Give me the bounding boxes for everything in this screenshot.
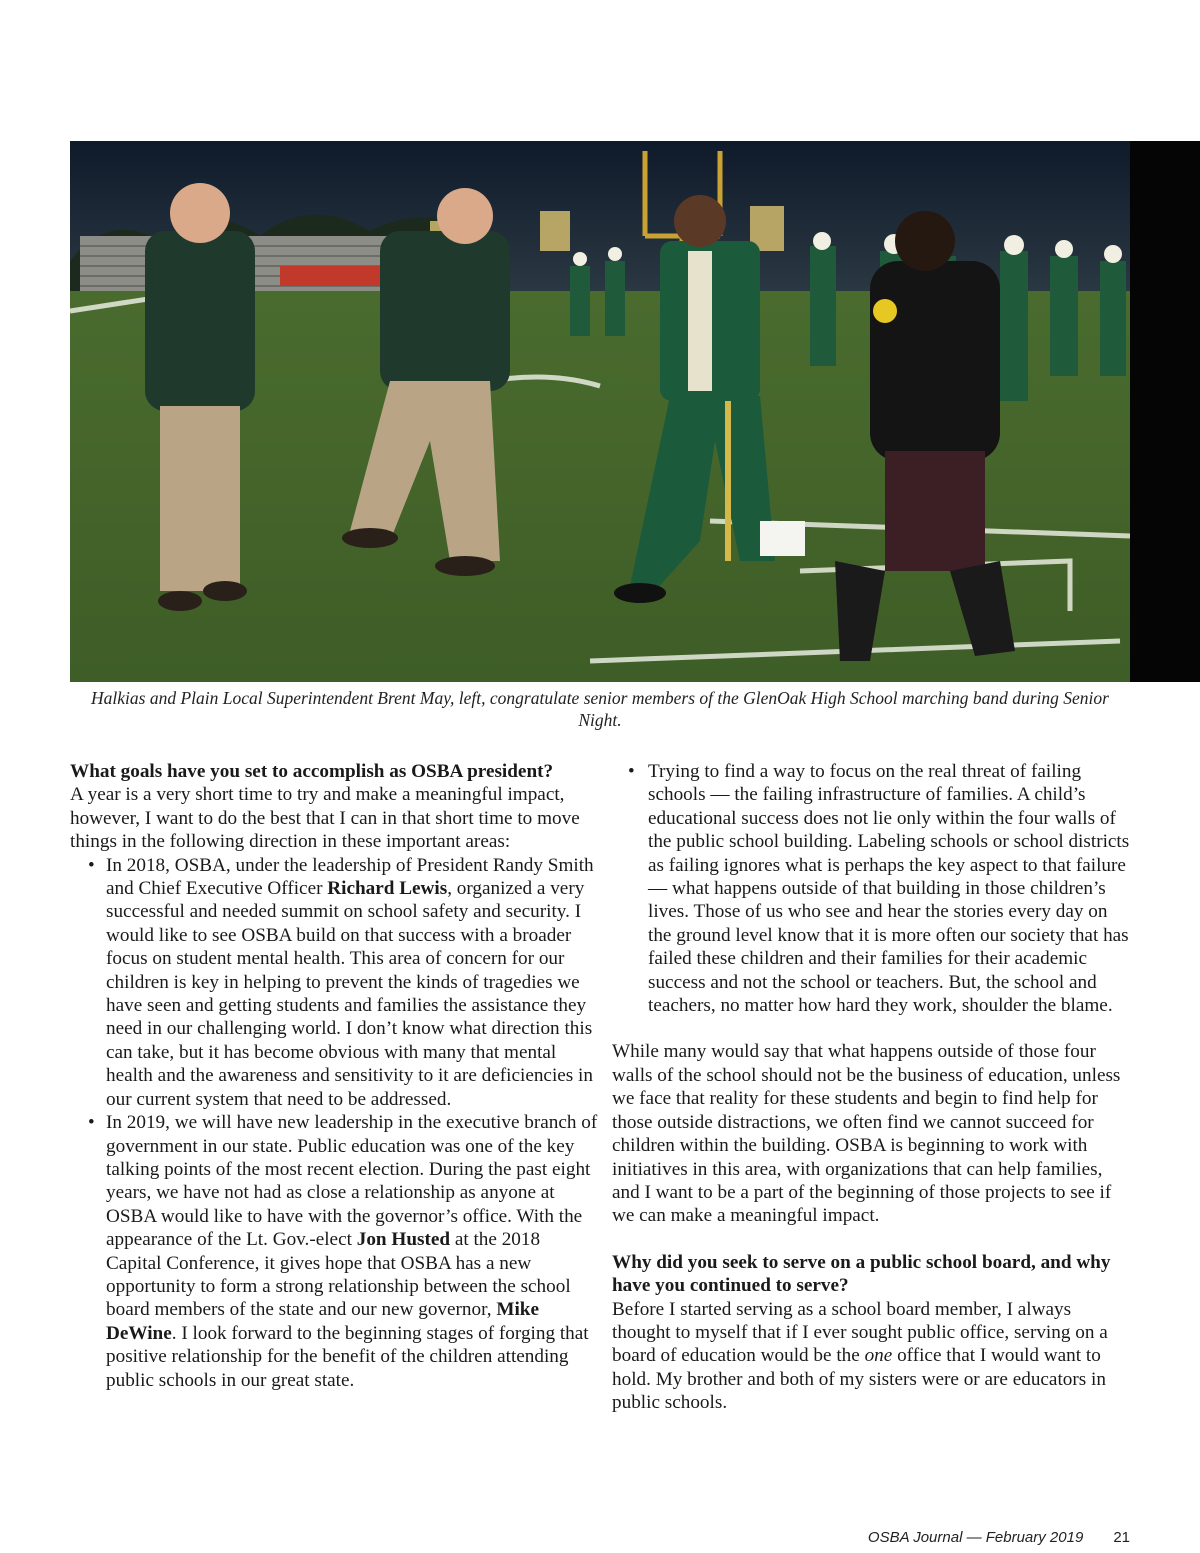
question-goals: What goals have you set to accomplish as OSBA president? [70,761,554,782]
page-footer [820,1529,1130,1546]
person-name: Jon Husted [356,1229,451,1251]
person-name: Richard Lewis [327,878,448,900]
article-photo [70,141,1200,682]
body-paragraph: While many would say that what happens outside of those four walls of the school should not be the business of education, unless we face that reality for these students and begin to find help for those outside distractions, we often find we cannot succeed for children within the building. OSBA is beginning to work with initiatives in this area, with organizations that can help families, and I want to be a part of the beginning of those projects to see if we can make a meaningful impact. [612,1041,1121,1227]
answer-text: Before I started serving as a school board member, I always thought to myself that if I ever sought public office, serving on a board of education would be the [612,1298,1108,1367]
journal-title: OSBA Journal — February 2019 [867,1529,1084,1546]
answer-serve [612,1298,1134,1415]
marching-band-photo [70,141,1200,682]
photo-caption: Halkias and Plain Local Superintendent Brent May, left, congratulate senior members of the GlenOak High School marching band during Senior Night. [91,688,1109,730]
bullet-text: In 2019, we will have new leadership in the executive branch of government in our state. Public education was one of the key talking points of the most recent election. During the past eight years, we have not had as close a relationship as anyone at OSBA would like to have with the governor’s office. With the appearance of the Lt. Gov.-elect [106,1112,598,1251]
question-serve: Why did you seek to serve on a public school board, and why have you continued to serve? [612,1251,1111,1297]
answer-intro: A year is a very short time to try and make a meaningful impact, however, I want to do the best that I can in that short time to move things in the following direction in these important areas: [70,784,580,853]
goals-list [70,854,598,1392]
bullet-text: at the 2018 Capital Conference, it gives hope that OSBA has a new opportunity to form a strong relationship between the school board members of the state and our new governor, [106,1229,571,1321]
page-number: 21 [1113,1529,1130,1546]
left-column [70,760,598,1392]
person-name: Mike DeWine [106,1299,539,1344]
bullet-text: , organized a very successful and needed summit on school safety and security. I would like to see OSBA build on that success with a broader focus on student mental health. This area of concern for our children is key in helping to prevent the kinds of tragedies we have seen and getting students and families the assistance they need in our challenging world. I don’t know what direction this can take, but it has become obvious with many that mental health and the awareness and sensitivity to it are deficiencies in our current system that need to be addressed. [106,878,593,1110]
goals-list-continued [612,760,1134,1017]
right-column [612,760,1134,1415]
list-item: • Trying to find a way to focus on the real threat of failing schools — the failing infrastructure of families. A child’s educational success does not lie only within the four walls of the public school building. Labeling schools or school districts as failing ignores what is perhaps the key aspect to that failure — what happens outside of that building in those children’s lives. Those of us who see and hear the stories every day on the ground level know that it is more often our society that has failed these children and their families for their academic success and not the school or teachers. But, the school and teachers, no matter how hard they work, shoulder the blame. [612,760,1134,1017]
answer-text: office that I would want to hold. My brother and both of my sisters were or are educators in public schools. [612,1345,1106,1414]
emphasis: one [864,1345,893,1367]
bullet-text: . I look forward to the beginning stages of forging that positive relationship for the benefit of the children attending public schools in our great state. [106,1322,589,1391]
list-item [70,1111,598,1392]
bullet-text: In 2018, OSBA, under the leadership of President Randy Smith and Chief Executive Officer [106,854,594,900]
list-item [70,854,598,1111]
